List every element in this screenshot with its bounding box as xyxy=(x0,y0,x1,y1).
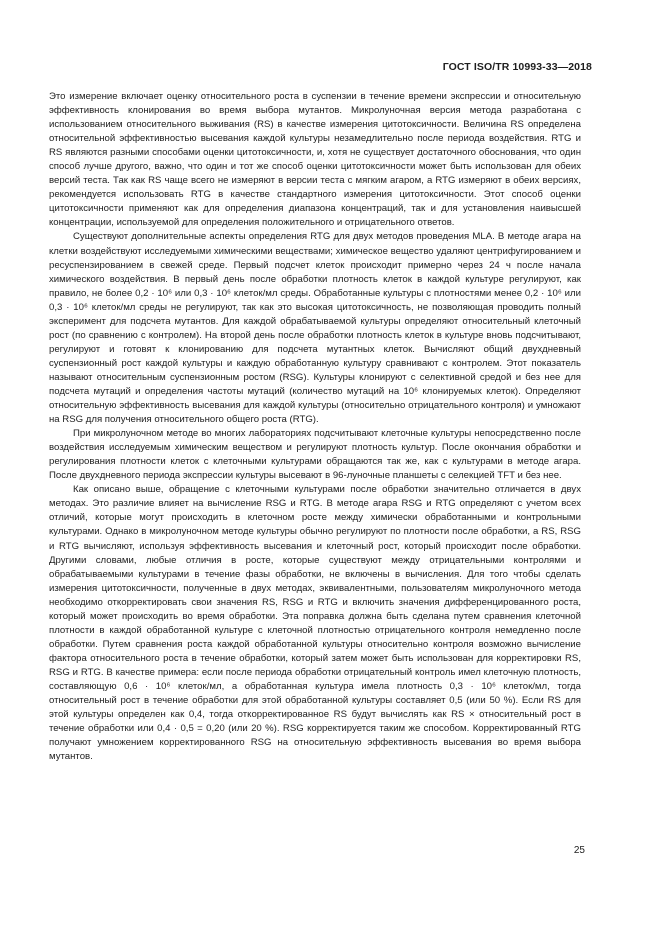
document-body xyxy=(49,90,581,764)
page-number: 25 xyxy=(573,845,585,856)
paragraph-4: Как описано выше, обращение с клеточными культурами после обработки значительно отличается в двух методах. Это различие влияет на вычисление RSG и RTG. В методе агара RSG и RTG определяют с учетом всех отличий, которые могут происходить в клеточном росте между химически обработанными и контрольными культурами. Однако в микролуночном методе культуры обычно регулируют по плотности после обработки, а RS, RSG и RTG вычисляют, используя эффективность высевания и клеточный рост, который происходит после обработки. Другими словами, любые отличия в росте, которые существуют между отрицательными контролями и обрабатываемыми культурами в течение фазы обработки, не включены в вычисления. Для того чтобы сделать измерения цитотоксичности, полученные в двух методах, эквивалентными, пользователям микролуночного метода необходимо откорректировать свои значения RS, RSG и RTG и включить значения дифференцированного роста, который может происходить во время обработки. Эта поправка должна быть сделана путем сравнения клеточной плотности в каждой обработанной культуре с клеточной плотностью отрицательного контроля немедленно после обработки. Путем сравнения роста каждой обработанной культуры относительно контроля возможно вычисление фактора относительного роста в течение обработки, который затем может быть использован для корректировки RS, RSG и RTG. В качестве примера: если после периода обработки отрицательный контроль имел клеточную плотность, составляющую 0,6 · 10⁶ клеток/мл, а обработанная культура имела плотность 0,3 · 10⁶ клеток/мл, тогда относительный рост в течение обработки для этой обработанной культуры составляет 0,5 (или 50 %). Если RS для этой культуры определен как 0,4, тогда откорректированное RS будут вычислять как RS × относительный рост в течение обработки или 0,4 · 0,5 = 0,20 (или 20 %). RSG корректируется таким же способом. Корректированный RTG получают умножением корректированного RSG на относительную эффективность высевания во время выбора мутантов. xyxy=(49,484,581,763)
paragraph-3: При микролуночном методе во многих лабораториях подсчитывают клеточные культуры непосредственно после воздействия исследуемым химическим веществом и регулируют плотность культур. После окончания обработки и регулирования плотности клеток с клеточными культурами обращаются так же, как с культурами в методе агара. После двухдневного периода экспрессии культуры высевают в 96-луночные планшеты с селекцией TFT и без нее. xyxy=(49,428,581,482)
paragraph-1: Это измерение включает оценку относительного роста в суспензии в течение времени экспрессии и относительную эффективность клонирования во время выбора мутантов. Микролуночная версия метода разработана с использованием относительного выживания (RS) в качестве измерения цитотоксичности. Величина RS определена относительной эффективностью высевания каждой культуры незамедлительно после периода воздействия. RTG и RS являются разными способами оценки цитотоксичности, и, хотя не существует достаточного обоснования, что один способ лучше другого, важно, что один и тот же способ оценки цитотоксичности может быть использован для обеих версий теста. Так как RS чаще всего не измеряют в версии теста с мягким агаром, а RTG измеряют в обеих версиях, рекомендуется использовать RTG в качестве стандартного измерения цитотоксичности. Этот способ оценки цитотоксичности применяют как для определения диапазона концентраций, так и для установления наивысшей концентрации, используемой для определения положительного и отрицательного ответов. xyxy=(49,91,581,229)
standard-header: ГОСТ ISO/TR 10993-33—2018 xyxy=(442,61,592,73)
paragraph-2: Существуют дополнительные аспекты определения RTG для двух методов проведения MLA. В методе агара на клетки воздействуют исследуемыми химическими веществами; химическое вещество удаляют центрифугированием и ресуспензированием в свежей среде. Первый подсчет клеток происходит примерно через 24 ч после начала химического воздействия. В первый день после обработки плотность клеток в каждой культуре регулируют, как правило, не более 0,2 · 10⁶ или 0,3 · 10⁶ клеток/мл среды. Обработанные культуры с плотностями менее 0,2 · 10⁶ или 0,3 · 10⁶ клеток/мл среды не регулируют, так как это высокая цитотоксичность, не позволяющая проводить полный эксперимент для подсчета мутантов. Для каждой обрабатываемой культуры определяют относительный клеточный рост (по сравнению с контролем). На второй день после обработки плотность клеток в культуре вновь подсчитывают, регулируют и готовят к клонированию для подсчета мутантных клеток. Вычисляют общий двухдневный суспензионный рост каждой культуры и каждую обработанную культуру сравнивают с контролем. Этот показатель называют относительным суспензионным ростом (RSG). Культуры клонируют с селективной средой и без нее для подсчета мутаций и определения частоты мутаций (количество мутаций на 10⁶ клонируемых клеток). Определяют относительную эффективность высевания для каждой культуры (относительно отрицательного контроля) и умножают на RSG для получения относительного общего роста (RTG). xyxy=(49,231,581,426)
